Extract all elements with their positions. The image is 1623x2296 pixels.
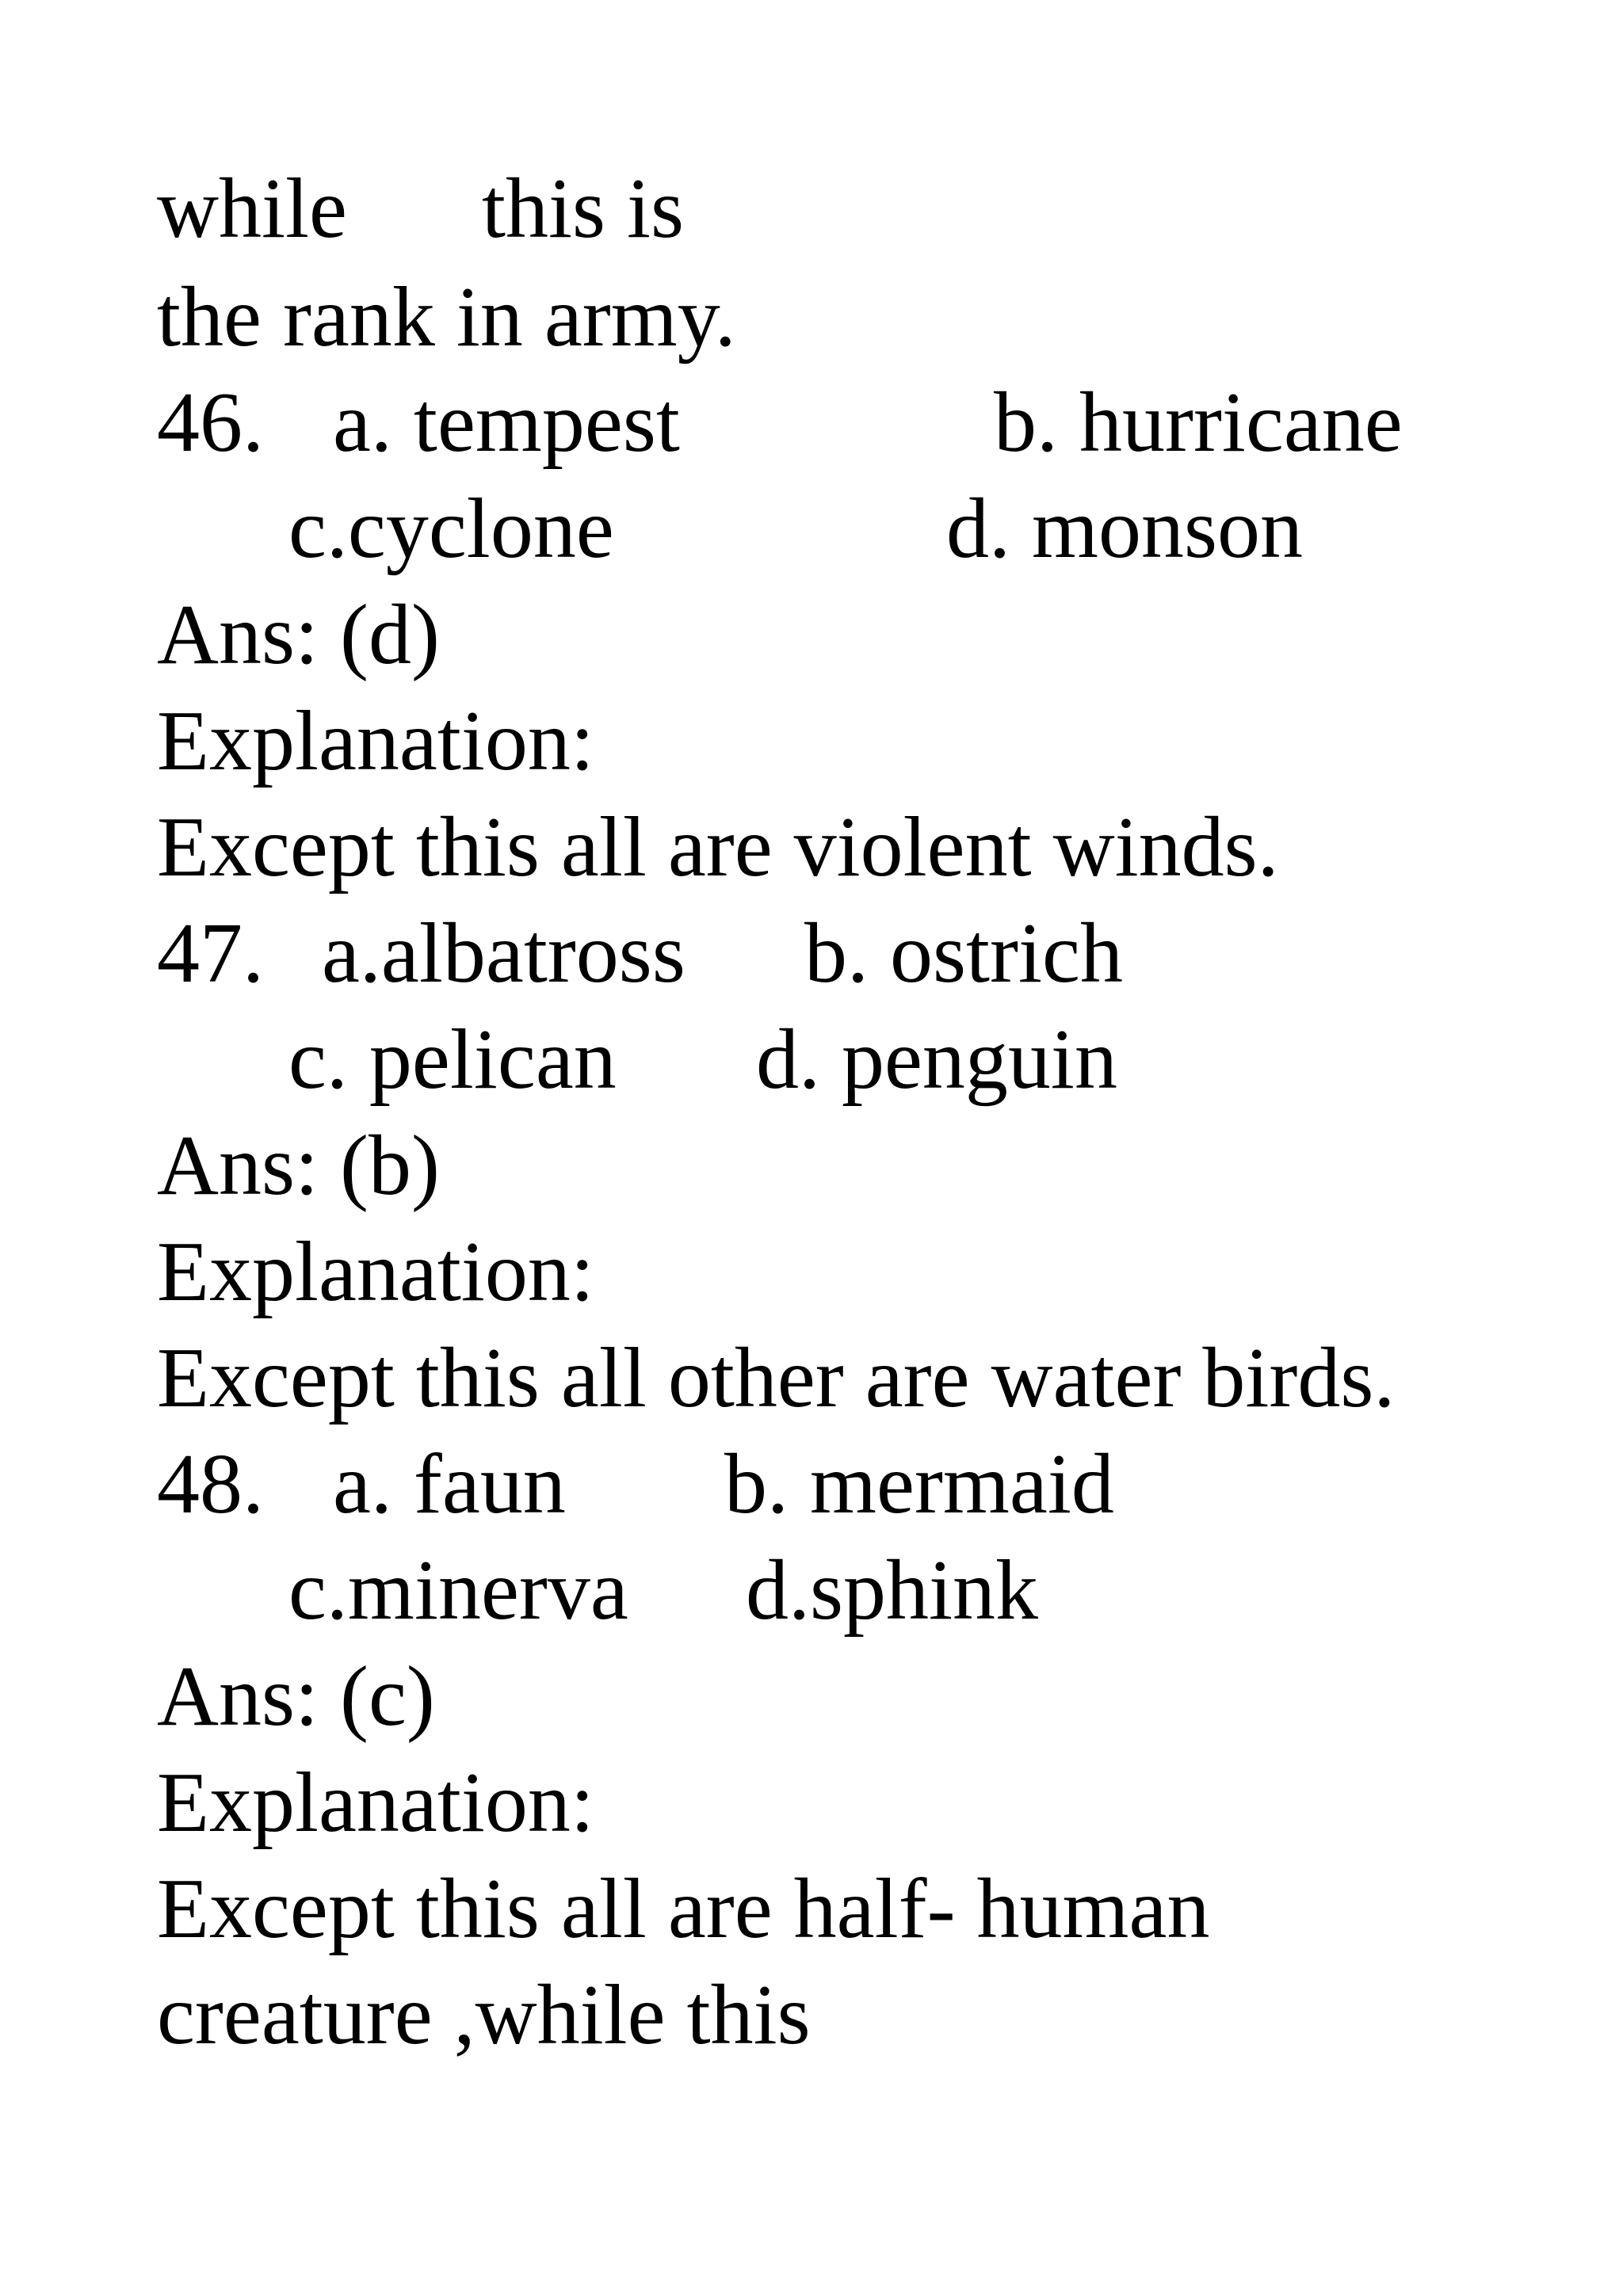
question-46-explanation-label xyxy=(157,694,594,794)
question-48-explanation-label xyxy=(157,1756,594,1855)
question-48-explanation-line-1 xyxy=(157,1862,1210,1962)
question-48-options-row-1 xyxy=(157,1437,1114,1537)
question-46-answer xyxy=(157,588,440,688)
continuation-text-rank: the rank in army. xyxy=(157,270,736,364)
option-b: b. hurricane xyxy=(994,376,1403,470)
explanation-text: creature ,while this xyxy=(157,1968,811,2062)
question-46-explanation-line-1 xyxy=(157,800,1279,900)
option-d: d. monson xyxy=(946,482,1304,576)
option-c: c. pelican xyxy=(288,1013,617,1107)
continuation-text-this-is: this is xyxy=(482,162,685,256)
question-48-options-row-2 xyxy=(157,1543,1039,1643)
explanation-text: Except this all are violent winds. xyxy=(157,800,1279,894)
question-47-answer xyxy=(157,1119,440,1219)
question-47-options-row-2 xyxy=(157,1013,1117,1112)
continuation-line-1 xyxy=(157,162,685,261)
option-a: a.albatross xyxy=(322,906,685,1001)
question-48-explanation-line-2 xyxy=(157,1968,811,2068)
question-47-explanation-label xyxy=(157,1225,594,1325)
option-a: a. faun xyxy=(333,1437,566,1531)
question-46-options-row-2 xyxy=(157,482,1304,582)
option-c: c.cyclone xyxy=(288,482,614,576)
question-47-options-row-1 xyxy=(157,906,1123,1006)
question-47-explanation-line-1 xyxy=(157,1331,1396,1431)
explanation-text: Except this all other are water birds. xyxy=(157,1331,1396,1425)
question-number: 46. xyxy=(157,376,264,470)
explanation-label: Explanation: xyxy=(157,694,594,788)
explanation-text: Except this all are half- human xyxy=(157,1862,1210,1956)
option-c: c.minerva xyxy=(288,1543,628,1638)
option-d: d.sphink xyxy=(746,1543,1039,1638)
option-b: b. mermaid xyxy=(724,1437,1114,1531)
question-number: 48. xyxy=(157,1437,264,1531)
explanation-label: Explanation: xyxy=(157,1756,594,1850)
explanation-label: Explanation: xyxy=(157,1225,594,1319)
question-number: 47. xyxy=(157,906,264,1001)
answer-text: Ans: (d) xyxy=(157,588,440,682)
question-48-answer xyxy=(157,1650,435,1749)
answer-text: Ans: (c) xyxy=(157,1650,435,1744)
question-46-options-row-1 xyxy=(157,376,1403,475)
continuation-line-2 xyxy=(157,270,736,370)
option-a: a. tempest xyxy=(333,376,680,470)
option-b: b. ostrich xyxy=(804,906,1123,1001)
option-d: d. penguin xyxy=(756,1013,1117,1107)
answer-text: Ans: (b) xyxy=(157,1119,440,1213)
continuation-text-while: while xyxy=(157,162,347,256)
